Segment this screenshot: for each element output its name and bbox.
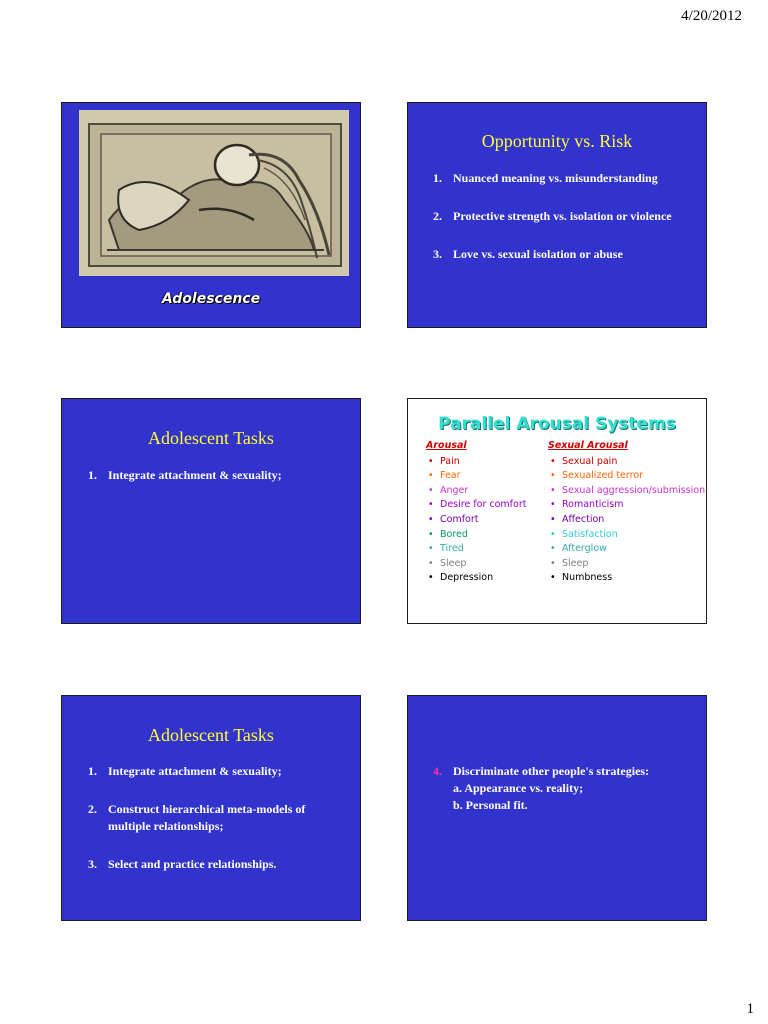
slide-parallel-arousal-systems [407, 398, 707, 624]
page-date: 4/20/2012 [681, 8, 742, 24]
list-item: • Romanticism [548, 498, 706, 513]
list-item: • Fear [426, 469, 546, 484]
slide-discriminate-strategies [407, 695, 707, 921]
list-item: • Affection [548, 513, 706, 528]
numbered-list [433, 170, 688, 284]
list-item: • Tired [426, 542, 546, 557]
list-item: 4. Discriminate other people's strategies: a. Appearance vs. reality; b. Personal fit. [433, 763, 693, 814]
list-item: • Depression [426, 571, 546, 586]
slide-adolescent-tasks-1 [61, 398, 361, 624]
numbered-list [88, 763, 343, 894]
item-line: Discriminate other people's strategies: [453, 764, 650, 778]
sketch-image [79, 110, 349, 276]
list-item: 2. Protective strength vs. isolation or violence [433, 209, 672, 223]
slide-title: Adolescent Tasks [148, 428, 274, 448]
column-heading: Arousal [426, 440, 467, 451]
list-item: • Sleep [548, 557, 706, 572]
numbered-list [88, 467, 343, 505]
list-item: 1. Integrate attachment & sexuality; [88, 764, 282, 778]
list-item: • Satisfaction [548, 528, 706, 543]
list-item: • Pain [426, 455, 546, 470]
list-item: • Sexual pain [548, 455, 706, 470]
numbered-list [433, 763, 693, 814]
list-item: • Sleep [426, 557, 546, 572]
list-item: • Sexualized terror [548, 469, 706, 484]
list-item: 1. Integrate attachment & sexuality; [88, 468, 282, 482]
column-heading: Sexual Arousal [548, 440, 628, 451]
page-number: 1 [746, 1001, 754, 1017]
sexual-arousal-list [548, 455, 706, 586]
slide-title: Parallel Arousal Systems [438, 414, 676, 434]
list-item: 1. Nuanced meaning vs. misunderstanding [433, 171, 658, 185]
list-item: • Comfort [426, 513, 546, 528]
item-subline: b. Personal fit. [453, 798, 528, 812]
list-item: • Desire for comfort [426, 498, 546, 513]
slide-label: Adolescence [161, 291, 261, 307]
slide-title: Adolescent Tasks [148, 725, 274, 745]
list-item: • Numbness [548, 571, 706, 586]
list-item: 3. Love vs. sexual isolation or abuse [433, 247, 623, 261]
list-item: 3. Select and practice relationships. [88, 857, 277, 871]
slide-title: Opportunity vs. Risk [481, 131, 633, 151]
list-item: 2. Construct hierarchical meta-models of multiple relationships; [88, 802, 306, 833]
list-item: • Afterglow [548, 542, 706, 557]
slide-adolescent-tasks-2 [61, 695, 361, 921]
item-subline: a. Appearance vs. reality; [453, 781, 584, 795]
slide-adolescence [61, 102, 361, 328]
list-item: • Bored [426, 528, 546, 543]
sexual-arousal-column [548, 439, 706, 586]
slide-opportunity-vs-risk [407, 102, 707, 328]
list-item: • Sexual aggression/submission [548, 484, 706, 499]
arousal-list [426, 455, 546, 586]
arousal-column [426, 439, 546, 586]
list-item: • Anger [426, 484, 546, 499]
